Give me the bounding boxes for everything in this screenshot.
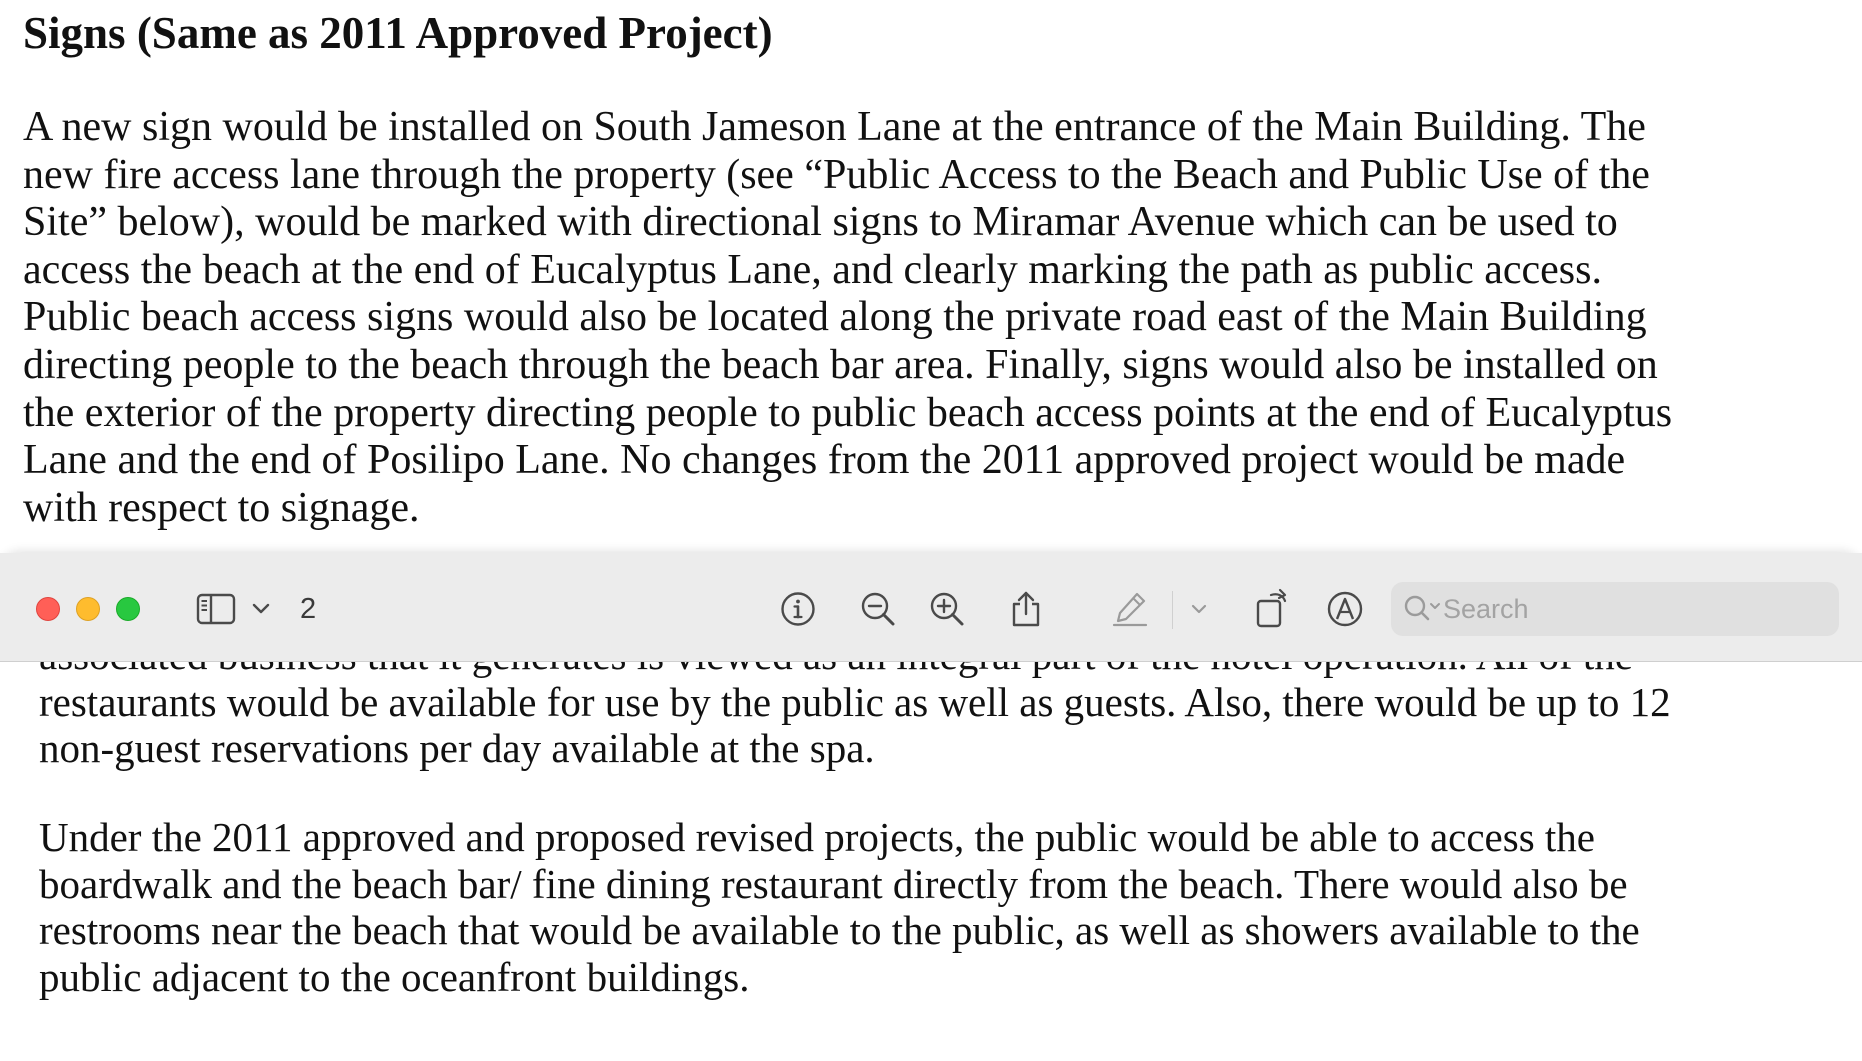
zoom-out-button[interactable]: [858, 589, 898, 629]
rotate-icon: [1253, 589, 1291, 629]
paragraph-line: new fire access lane through the property (see “Public Access to the Beach and Public Use of the: [23, 151, 1650, 198]
search-icon: [1401, 592, 1445, 626]
paragraph-line: access the beach at the end of Eucalyptus Lane, and clearly marking the path as public access.: [23, 246, 1602, 293]
sidebar-toggle-button[interactable]: [196, 589, 236, 629]
paragraph-line: A new sign would be installed on South Jameson Lane at the entrance of the Main Building. The: [23, 104, 1646, 150]
paragraph-line: Site” below), would be marked with directional signs to Miramar Avenue which can be used to: [23, 199, 1618, 246]
info-button[interactable]: [778, 589, 818, 629]
zoom-in-button[interactable]: [927, 589, 967, 629]
highlight-options-dropdown[interactable]: [1184, 589, 1214, 629]
toolbar-separator: [1172, 591, 1173, 629]
search-field[interactable]: [1391, 582, 1839, 636]
info-icon: [780, 591, 816, 627]
highlight-pen-icon: [1111, 590, 1149, 628]
section-heading-signs: Signs (Same as 2011 Approved Project): [23, 8, 773, 58]
chevron-down-icon: [252, 603, 270, 615]
markup-icon: [1326, 590, 1364, 628]
paragraph-line: Lane and the end of Posilipo Lane. No changes from the 2011 approved project would be made: [23, 437, 1626, 484]
view-options-dropdown[interactable]: [246, 589, 276, 629]
search-input[interactable]: [1443, 582, 1823, 636]
share-icon: [1009, 590, 1043, 628]
chevron-down-icon: [1191, 604, 1207, 614]
paragraph-line: restaurants would be available for use by the public as well as guests. Also, there would be up to 12: [39, 678, 1671, 725]
highlight-button[interactable]: [1110, 589, 1150, 629]
document-view[interactable]: [0, 661, 1862, 1061]
paragraph-line: restrooms near the beach that would be available to the public, as well as showers available to the: [39, 907, 1640, 953]
window-toolbar: [0, 553, 1862, 662]
signs-paragraph: [23, 104, 1853, 532]
zoom-in-icon: [929, 591, 965, 627]
paragraph-line: the exterior of the property directing people to public beach access points at the end of Eucalyptus: [23, 389, 1673, 436]
share-button[interactable]: [1006, 589, 1046, 629]
rotate-button[interactable]: [1252, 589, 1292, 629]
page-number: 2: [300, 593, 317, 625]
paragraph-line: public adjacent to the oceanfront buildings.: [39, 953, 750, 1000]
beach-access-paragraph: [39, 814, 1640, 1000]
paragraph-line: Public beach access signs would also be located along the private road east of the Main Building: [23, 294, 1647, 341]
paragraph-line: Under the 2011 approved and proposed revised projects, the public would be able to access the: [39, 814, 1595, 860]
sidebar-icon: [196, 593, 236, 625]
preview-window: [0, 553, 1862, 1053]
paragraph-line: non-guest reservations per day available at the spa.: [39, 725, 875, 771]
zoom-out-icon: [860, 591, 896, 627]
paragraph-line: directing people to the beach through the beach bar area. Finally, signs would also be installed on: [23, 341, 1658, 388]
markup-button[interactable]: [1325, 589, 1365, 629]
minimize-window-button[interactable]: [76, 597, 100, 621]
paragraph-line: boardwalk and the beach bar/ fine dining restaurant directly from the beach. There would also be: [39, 860, 1628, 907]
paragraph-line: with respect to signage.: [23, 484, 420, 531]
close-window-button[interactable]: [36, 597, 60, 621]
zoom-window-button[interactable]: [116, 597, 140, 621]
